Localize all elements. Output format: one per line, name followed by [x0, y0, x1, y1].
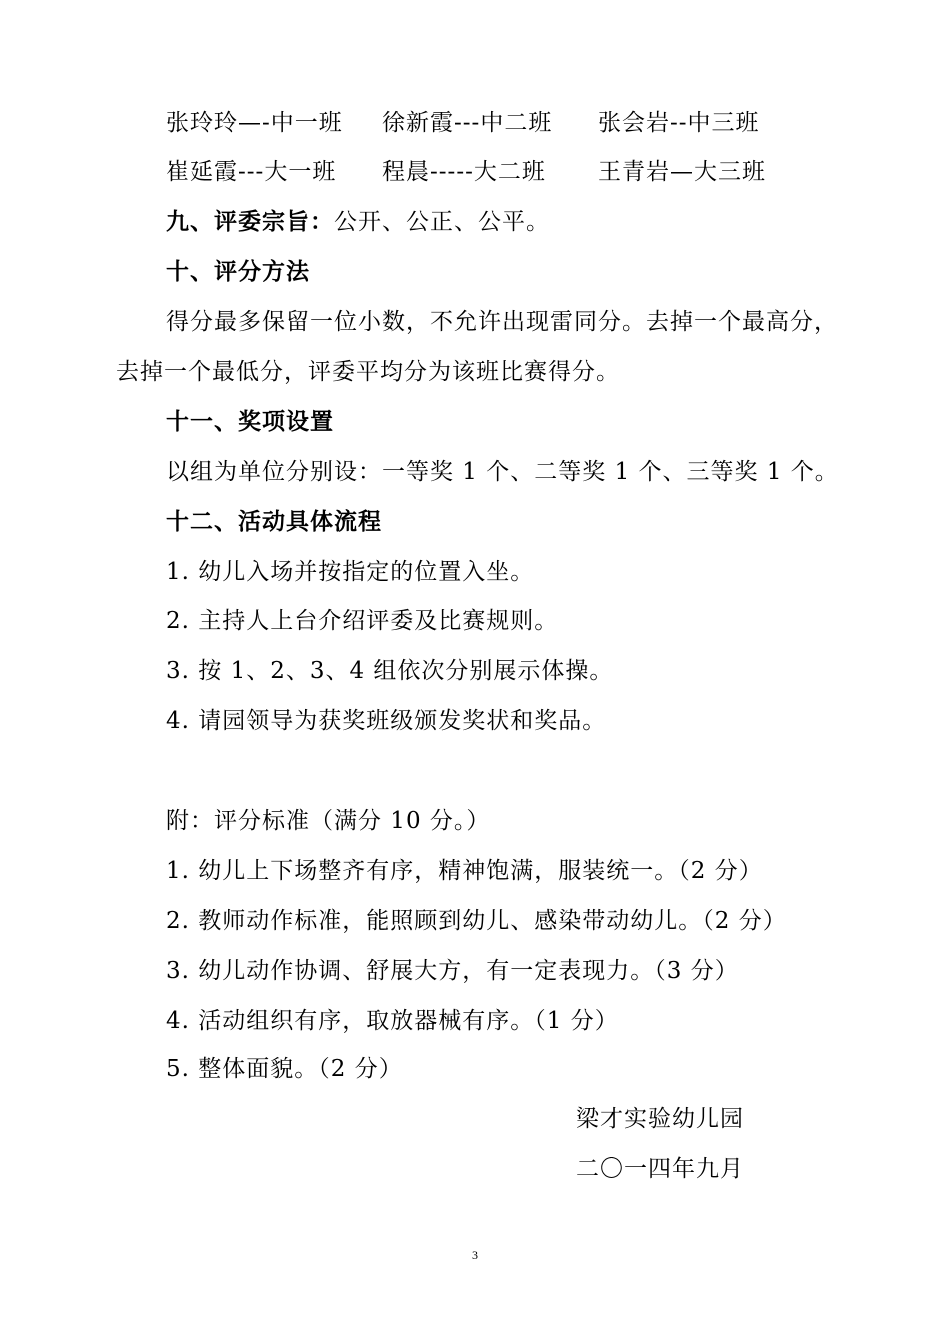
assignment-cell: 徐新霞---中二班 [382, 110, 553, 136]
page-number: 3 [472, 1248, 478, 1262]
section-text: 公开、公正、公平。 [334, 209, 550, 235]
assignment-row-2 [166, 157, 766, 187]
paragraph-line: 得分最多保留一位小数，不允许出现雷同分。去掉一个最高分， [166, 309, 838, 335]
list-item: 4. 活动组织有序，取放器械有序。（1 分） [166, 1008, 619, 1034]
list-item: 4. 请园领导为获奖班级颁发奖状和奖品。 [166, 708, 607, 734]
assignment-row-1 [166, 108, 760, 138]
section-heading: 十一、奖项设置 [166, 408, 334, 435]
signature-org: 梁才实验幼儿园 [576, 1106, 744, 1132]
list-item: 5. 整体面貌。（2 分） [166, 1056, 403, 1082]
assignment-cell: 崔延霞---大一班 [166, 159, 337, 185]
section-9 [166, 207, 550, 237]
list-item: 3. 幼儿动作协调、舒展大方，有一定表现力。（3 分） [166, 958, 739, 984]
list-item: 1. 幼儿上下场整齐有序，精神饱满，服装统一。（2 分） [166, 858, 763, 884]
list-item: 2. 教师动作标准，能照顾到幼儿、感染带动幼儿。（2 分） [166, 908, 787, 934]
section-heading: 十二、活动具体流程 [166, 508, 382, 535]
section-heading: 九、评委宗旨： [166, 208, 334, 235]
assignment-cell: 程晨-----大二班 [382, 159, 546, 185]
paragraph-line: 去掉一个最低分，评委平均分为该班比赛得分。 [116, 359, 620, 385]
appendix-title: 附：评分标准（满分 10 分。） [166, 808, 491, 834]
signature-date: 二〇一四年九月 [576, 1156, 744, 1182]
assignment-cell: 张会岩--中三班 [598, 110, 760, 136]
list-item: 3. 按 1、2、3、4 组依次分别展示体操。 [166, 658, 614, 684]
list-item: 1. 幼儿入场并按指定的位置入坐。 [166, 559, 535, 585]
list-item: 2. 主持人上台介绍评委及比赛规则。 [166, 608, 559, 634]
paragraph-line: 以组为单位分别设：一等奖 1 个、二等奖 1 个、三等奖 1 个。 [166, 459, 839, 485]
section-heading: 十、评分方法 [166, 258, 310, 285]
assignment-cell: 张玲玲—-中一班 [166, 110, 343, 136]
assignment-cell: 王青岩—大三班 [598, 159, 766, 185]
